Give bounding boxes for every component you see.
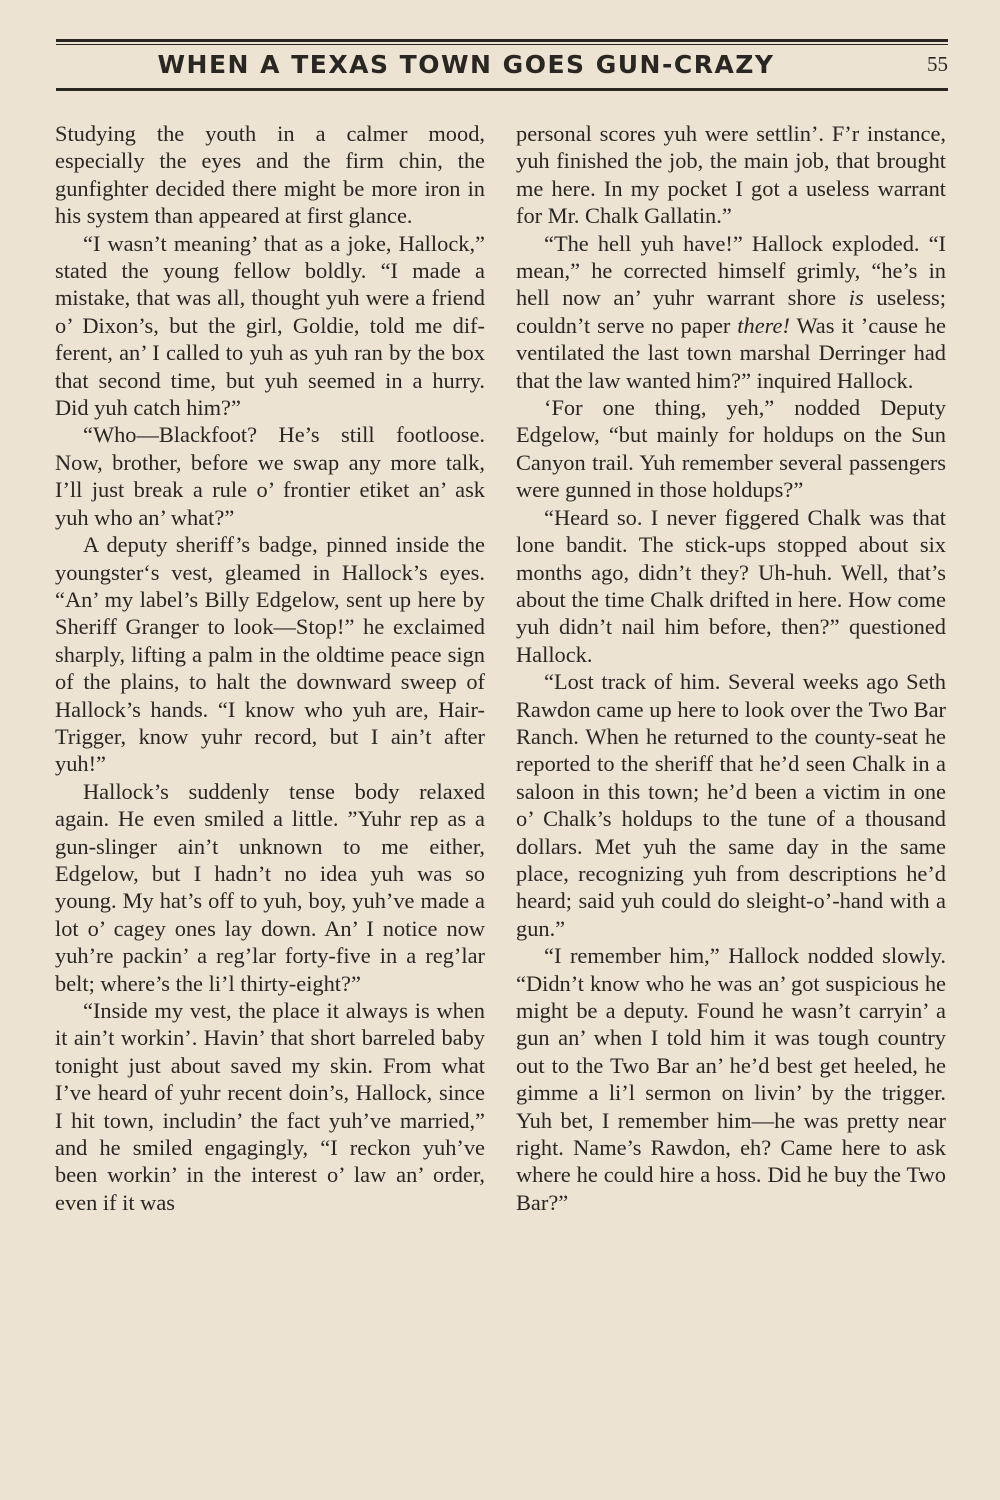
paragraph-continued: personal scores yuh were settlin’. F’r instance, yuh finished the job, the main job, that brought me here. In my pocket I got a useless warrant for Mr. Chalk Gallatin.” bbox=[516, 121, 946, 229]
emphasis: there! bbox=[737, 312, 790, 338]
paragraph: ‘For one thing, yeh,” nodded Deputy Edgelow, “but mainly for holdups on the Sun Canyon trail. Yuh remember several passengers were gunned in those holdups?” bbox=[516, 395, 946, 503]
paragraph bbox=[516, 230, 946, 394]
text-run: useless; couldn’t serve no paper bbox=[516, 285, 946, 338]
paragraph: “Who—Blackfoot? He’s still footloose. Now, brother, before we swap any more talk, I’ll just break a rule o’ frontier etiket an’ ask yuh who an’ what?” bbox=[55, 422, 485, 530]
paragraph: Studying the youth in a calmer mood, especially the eyes and the firm chin, the gunfighter decided there might be more iron in his system than appeared at first glance. bbox=[55, 121, 485, 229]
left-column bbox=[55, 120, 485, 1216]
page-number: 55 bbox=[927, 52, 948, 76]
text-run: “The hell yuh have!” Hallock exploded. “I mean,” he corrected himself grimly, “he’s in hell now an’ yuhr warrant shore bbox=[516, 230, 946, 311]
paragraph: “Heard so. I never figgered Chalk was that lone bandit. The stick-ups stopped about six months ago, didn’t they? Uh-huh. Well, that’s about the time Chalk drifted in here. How come yuh didn’t nail him before, then?” questioned Hallock. bbox=[516, 504, 946, 667]
paragraph: A deputy sheriff’s badge, pinned inside the youngster‘s vest, gleamed in Hallock’s eyes. “An’ my label’s Billy Edgelow, sent up here by Sheriff Granger to look—Stop!” he exclaimed sharply, lifting a palm in the oldtime peace sign of the plains, to halt the downward sweep of Hallock’s hands. “I know who yuh are, Hair-Trigger, know yuhr record, but I ain’t after yuh!” bbox=[55, 532, 485, 777]
paragraph: Hallock’s suddenly tense body relaxed again. He even smiled a little. ”Yuhr rep as a gun-slinger ain’t unknown to me either, Edgelow, but I hadn’t no idea yuh was so young. My hat’s off to yuh, boy, yuh’ve made a lot o’ cagey ones lay down. An’ I notice now yuh’re packin’ a reg’lar forty-five in a reg’lar belt; where’s the li’l thirty-eight?” bbox=[55, 778, 485, 996]
paragraph: “Lost track of him. Several weeks ago Seth Rawdon came up here to look over the Two Bar Ranch. When he returned to the county-seat he reported to the sheriff that he’d seen Chalk in a saloon in this town; he’d been a victim in one o’ Chalk’s holdups to the tune of a thousand dollars. Met yuh the same day in the same place, recognizing yuh from descriptions he’d heard; said yuh could do sleight-o’-hand with a gun.” bbox=[516, 669, 946, 941]
paragraph: “I remember him,” Hallock nodded slowly. “Didn’t know who he was an’ got suspicious he might be a deputy. Found he wasn’t carryin’ a gun an’ when I told him it was tough country out to the Two Bar an’ he’d best get heeled, he gimme a li’l sermon on livin’ by the trigger. Yuh bet, I remember him—he was pretty near right. Name’s Rawdon, eh? Came here to ask where he could hire a hoss. Did he buy the Two Bar?” bbox=[516, 943, 946, 1215]
text-run: Was it ’cause he ventilated the last town marshal Derringer had that the law wanted him?” inquired Hallock. bbox=[516, 312, 946, 393]
emphasis: is bbox=[848, 285, 864, 311]
running-title: WHEN A TEXAS TOWN GOES GUN-CRAZY bbox=[157, 50, 775, 79]
header-rule-bottom bbox=[56, 88, 948, 91]
paragraph: “Inside my vest, the place it always is when it ain’t workin’. Havin’ that short barreled baby tonight just about saved my skin. From what I’ve heard of yuhr recent doin’s, Hallock, since I hit town, includin’ the fact yuh’ve married,” and he smiled engagingly, “I reckon yuh’ve been workin’ in the interest o’ law an’ order, even if it was bbox=[55, 998, 485, 1215]
right-column bbox=[516, 120, 946, 1216]
running-head bbox=[56, 48, 948, 86]
header-rule-top-thin bbox=[56, 44, 948, 45]
header-rule-top bbox=[56, 39, 948, 42]
paragraph: “I wasn’t meaning’ that as a joke, Hallock,” stated the young fellow boldly. “I made a mistake, that was all, thought yuh were a friend o’ Dixon’s, but the girl, Goldie, told me different, an’ I called to yuh as yuh ran by the box that second time, but yuh seemed in a hurry. Did yuh catch him?” bbox=[55, 230, 485, 421]
